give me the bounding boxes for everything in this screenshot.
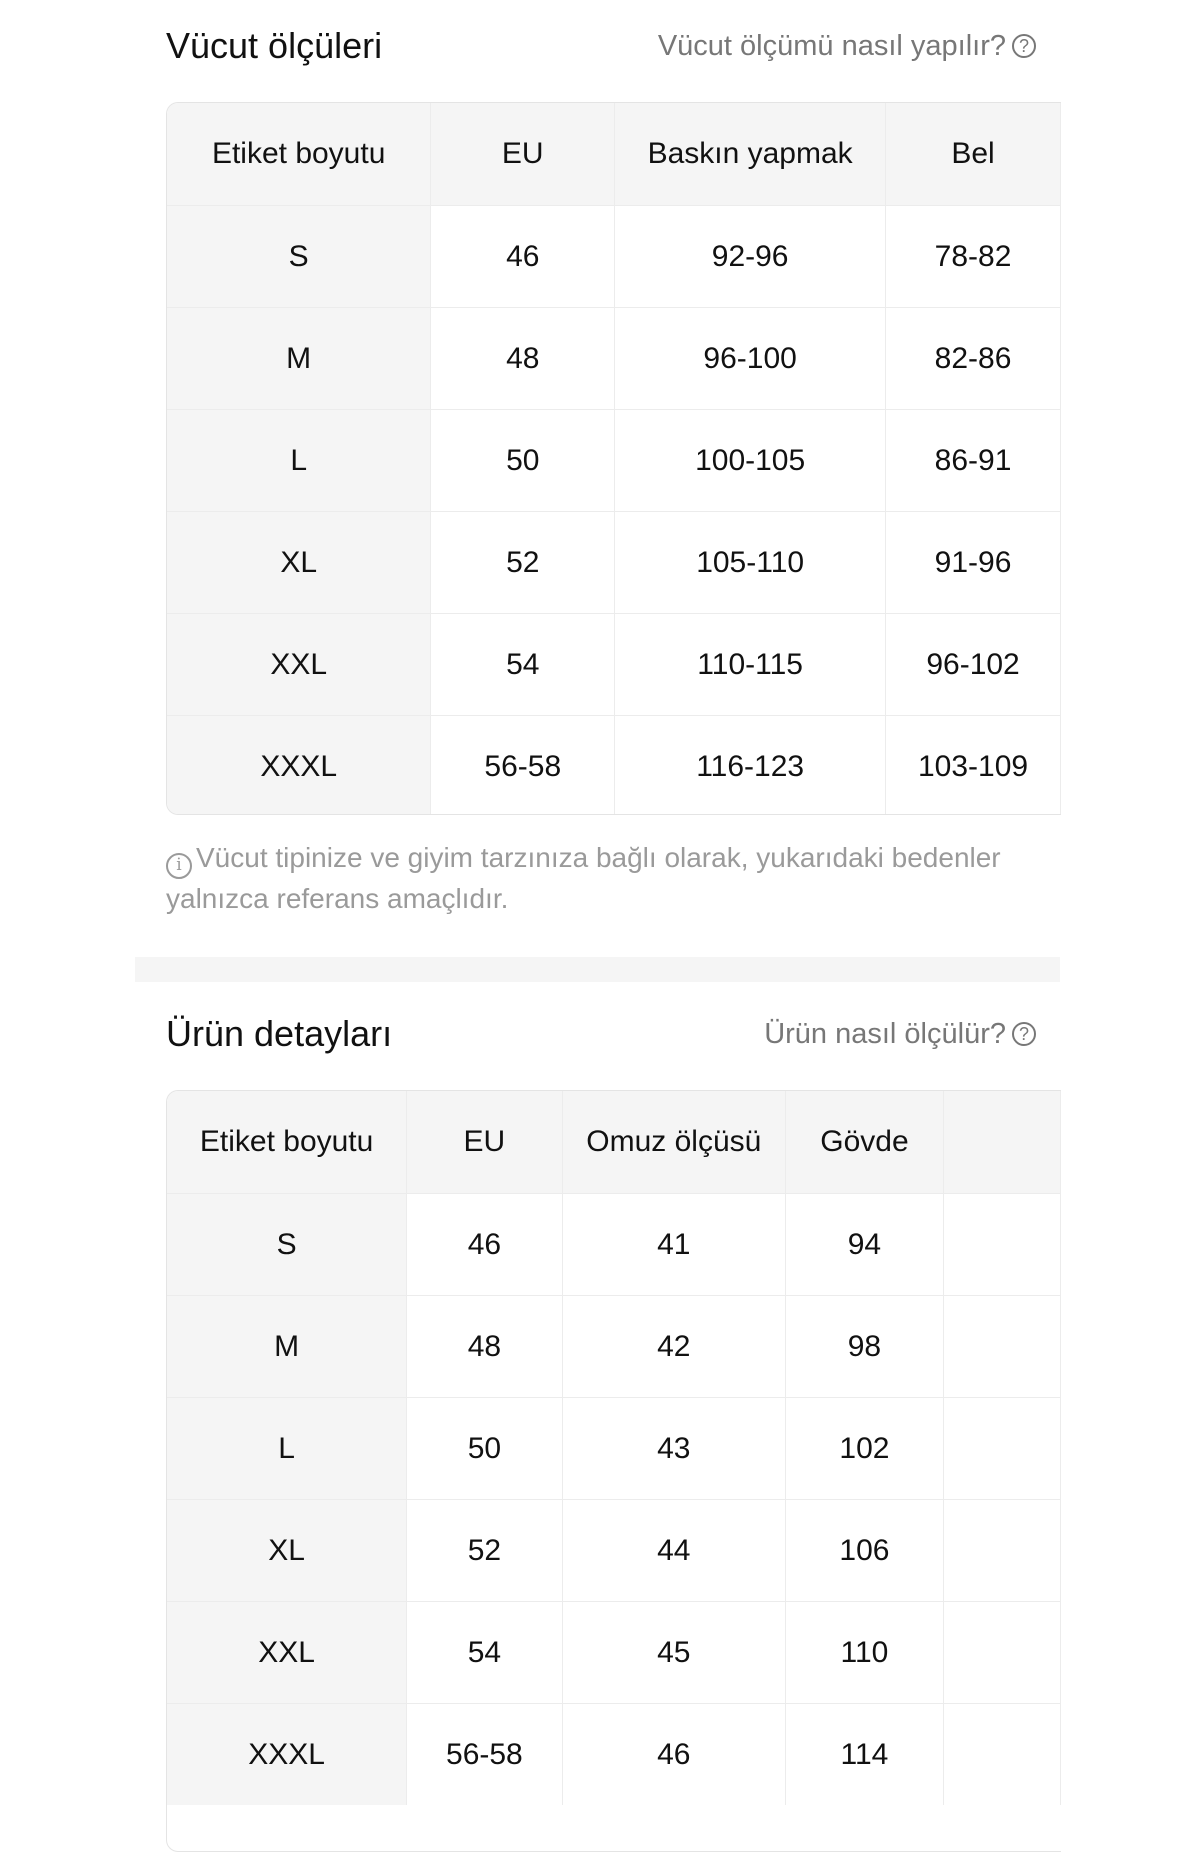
table-cell: 41 bbox=[562, 1194, 786, 1296]
column-header bbox=[943, 1091, 1060, 1194]
table-cell: 56-58 bbox=[431, 716, 615, 816]
table-cell: 46 bbox=[407, 1194, 562, 1296]
table-cell: 42 bbox=[562, 1296, 786, 1398]
column-header: Etiket boyutu bbox=[167, 103, 431, 206]
table-cell: 78-82 bbox=[886, 206, 1061, 308]
size-label-cell: M bbox=[167, 308, 431, 410]
table-cell: 110-115 bbox=[615, 614, 886, 716]
size-label-cell: XXXL bbox=[167, 716, 431, 816]
table-cell bbox=[943, 1398, 1060, 1500]
table-row bbox=[167, 206, 1061, 308]
table-cell: 86-91 bbox=[886, 410, 1061, 512]
table-cell bbox=[943, 1500, 1060, 1602]
column-header: Baskın yapmak bbox=[615, 103, 886, 206]
question-circle-icon: ? bbox=[1012, 34, 1036, 58]
table-cell: 103-109 bbox=[886, 716, 1061, 816]
table-cell bbox=[943, 1296, 1060, 1398]
body-measurements-header bbox=[166, 20, 1036, 72]
table-cell: 52 bbox=[431, 512, 615, 614]
size-label-cell: S bbox=[167, 206, 431, 308]
note-text: Vücut tipinize ve giyim tarzınıza bağlı olarak, yukarıdaki bedenler yalnızca referans amaçlıdır. bbox=[166, 842, 1001, 914]
table-cell: 44 bbox=[562, 1500, 786, 1602]
table-row bbox=[167, 1194, 1061, 1296]
help-link-label: Ürün nasıl ölçülür? bbox=[764, 1017, 1006, 1050]
table-cell: 54 bbox=[431, 614, 615, 716]
table-cell: 52 bbox=[407, 1500, 562, 1602]
column-header: EU bbox=[431, 103, 615, 206]
table-row bbox=[167, 1296, 1061, 1398]
table-cell: 46 bbox=[431, 206, 615, 308]
body-size-table[interactable] bbox=[166, 102, 1061, 815]
table-row bbox=[167, 512, 1061, 614]
product-details-header bbox=[166, 1008, 1036, 1060]
size-reference-note bbox=[166, 838, 1026, 918]
table-cell: 46 bbox=[562, 1704, 786, 1806]
table-cell: 94 bbox=[786, 1194, 944, 1296]
section-title: Vücut ölçüleri bbox=[166, 25, 383, 66]
size-label-cell: XXL bbox=[167, 614, 431, 716]
table-cell: 56-58 bbox=[407, 1704, 562, 1806]
question-circle-icon: ? bbox=[1012, 1022, 1036, 1046]
column-header: Gövde bbox=[786, 1091, 944, 1194]
table-cell bbox=[943, 1704, 1060, 1806]
header-row bbox=[167, 103, 1061, 206]
table-cell: 50 bbox=[431, 410, 615, 512]
table-cell bbox=[943, 1602, 1060, 1704]
column-header: EU bbox=[407, 1091, 562, 1194]
info-circle-icon: i bbox=[166, 853, 192, 879]
table-row bbox=[167, 614, 1061, 716]
table-cell: 110 bbox=[786, 1602, 944, 1704]
table-cell: 82-86 bbox=[886, 308, 1061, 410]
table-cell: 45 bbox=[562, 1602, 786, 1704]
column-header: Etiket boyutu bbox=[167, 1091, 407, 1194]
column-header: Bel bbox=[886, 103, 1061, 206]
size-label-cell: L bbox=[167, 1398, 407, 1500]
table-cell: 105-110 bbox=[615, 512, 886, 614]
table-row bbox=[167, 1500, 1061, 1602]
table-cell: 116-123 bbox=[615, 716, 886, 816]
table-cell: 54 bbox=[407, 1602, 562, 1704]
table-row bbox=[167, 1704, 1061, 1806]
table-row bbox=[167, 716, 1061, 816]
table-cell: 96-102 bbox=[886, 614, 1061, 716]
table-cell: 102 bbox=[786, 1398, 944, 1500]
section-divider bbox=[135, 957, 1060, 982]
table-cell: 50 bbox=[407, 1398, 562, 1500]
size-label-cell: XXL bbox=[167, 1602, 407, 1704]
table-cell: 92-96 bbox=[615, 206, 886, 308]
help-link-label: Vücut ölçümü nasıl yapılır? bbox=[657, 29, 1006, 62]
table-cell: 48 bbox=[407, 1296, 562, 1398]
header-row bbox=[167, 1091, 1061, 1194]
table-cell: 48 bbox=[431, 308, 615, 410]
body-measure-help-link[interactable] bbox=[658, 30, 1036, 63]
table-cell: 114 bbox=[786, 1704, 944, 1806]
table-row bbox=[167, 308, 1061, 410]
table-cell: 91-96 bbox=[886, 512, 1061, 614]
size-label-cell: M bbox=[167, 1296, 407, 1398]
table-row bbox=[167, 1398, 1061, 1500]
table-cell: 100-105 bbox=[615, 410, 886, 512]
table-cell: 98 bbox=[786, 1296, 944, 1398]
section-title: Ürün detayları bbox=[166, 1013, 393, 1054]
size-label-cell: S bbox=[167, 1194, 407, 1296]
table-cell: 96-100 bbox=[615, 308, 886, 410]
size-label-cell: XL bbox=[167, 512, 431, 614]
column-header: Omuz ölçüsü bbox=[562, 1091, 786, 1194]
size-label-cell: L bbox=[167, 410, 431, 512]
product-measure-help-link[interactable] bbox=[764, 1018, 1036, 1051]
table-cell bbox=[943, 1194, 1060, 1296]
table-cell: 43 bbox=[562, 1398, 786, 1500]
size-label-cell: XL bbox=[167, 1500, 407, 1602]
size-label-cell: XXXL bbox=[167, 1704, 407, 1806]
table-cell: 106 bbox=[786, 1500, 944, 1602]
product-size-table[interactable] bbox=[166, 1090, 1061, 1852]
table-row bbox=[167, 1602, 1061, 1704]
table-row bbox=[167, 410, 1061, 512]
